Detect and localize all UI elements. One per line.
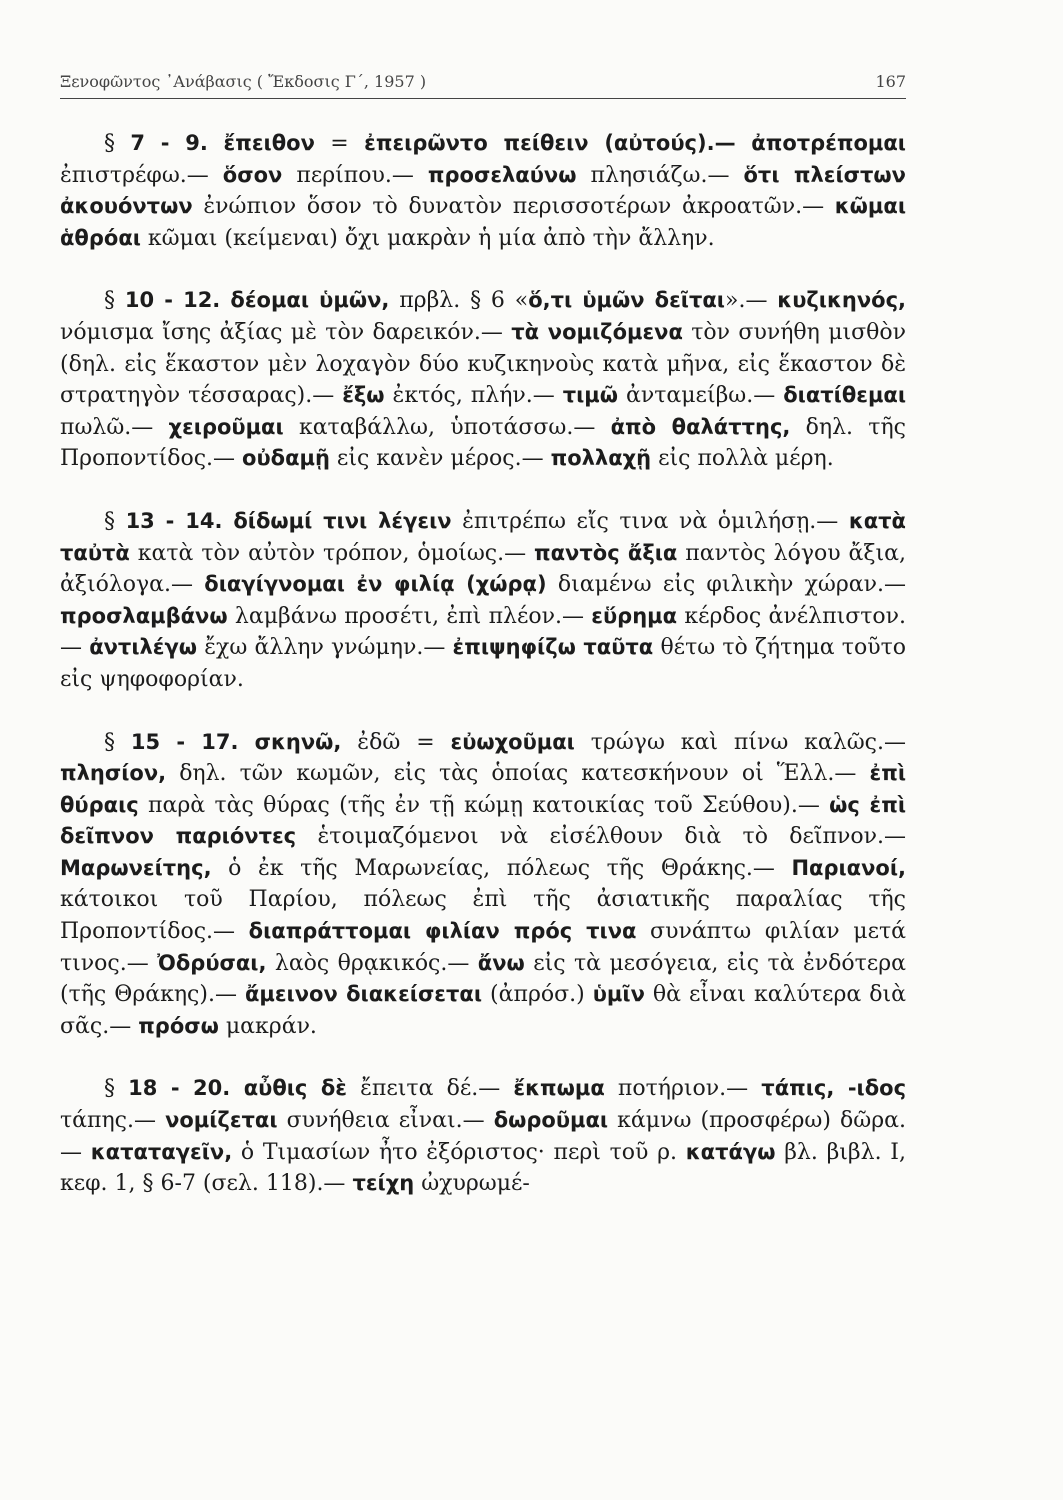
gloss-text: § [104, 508, 126, 534]
gloss-text: ».— [724, 288, 778, 314]
paragraph-sections-7-9 [60, 128, 906, 254]
lemma-term: ἔκπωμα [513, 1076, 605, 1101]
gloss-text: παρὰ τὰς θύρας (τῆς ἐν τῇ κώμῃ κατοικίας τοῦ Σεύθου).— [138, 792, 830, 818]
gloss-text: πωλῶ.— [60, 414, 169, 440]
lemma-term: ὑμῖν [592, 982, 645, 1007]
gloss-text: (ἀπρόσ.) [482, 982, 593, 1008]
gloss-text: θὰ εἶναι καλύτερα διὰ σᾶς.— [60, 982, 906, 1039]
gloss-text: περίπου.— [282, 162, 428, 188]
gloss-text: νόμισμα ἴσης ἀξίας μὲ τὸν δαρεικόν.— [60, 319, 512, 345]
lemma-term: διατίθεμαι [783, 383, 907, 408]
paragraph-sections-13-14 [60, 506, 906, 696]
lemma-term: κατάγω [685, 1139, 776, 1164]
gloss-text: πλησιάζω.— [576, 162, 744, 188]
gloss-text: παντὸς λόγου ἄξια, ἀξιόλογα.— [60, 540, 906, 598]
lemma-term: πλησίον, [60, 761, 167, 786]
gloss-text: τάπης.— [60, 1108, 166, 1134]
running-header [60, 68, 906, 99]
gloss-text: ἀνταμείβω.— [618, 383, 784, 409]
lemma-term: 10 - 12. δέομαι ὑμῶν, [124, 288, 390, 313]
lemma-term: προσλαμβάνω [60, 603, 228, 628]
lemma-term: ὡς ἐπὶ δεῖπνον παριόντες [60, 792, 906, 849]
gloss-text: ὠχυρωμέ- [414, 1171, 530, 1197]
gloss-text: δηλ. τῶν κωμῶν, εἰς τὰς ὁποίας κατεσκήνουν οἱ Ἕλλ.— [166, 761, 870, 787]
gloss-text: πρβλ. § 6 « [389, 288, 529, 314]
gloss-text: § [104, 131, 131, 156]
gloss-text: τρώγω καὶ πίνω καλῶς.— [574, 729, 906, 755]
lemma-term: εὐωχοῦμαι [450, 729, 575, 754]
gloss-text: ἑτοιμαζόμενοι νὰ εἰσέλθουν διὰ τὸ δεῖπνον.— [296, 824, 906, 850]
gloss-text: § [104, 288, 125, 314]
lemma-term: Μαρωνείτης, [60, 855, 212, 880]
lemma-term: ὅ,τι ὑμῶν δεῖται [528, 288, 725, 313]
lemma-term: πρόσω [138, 1013, 219, 1038]
lemma-term: νομίζεται [165, 1108, 278, 1133]
commentary-body [60, 128, 906, 1200]
lemma-term: τὰ νομιζόμενα [511, 319, 683, 344]
gloss-text: θέτω τὸ ζήτημα τοῦτο εἰς ψηφοφορίαν. [60, 635, 907, 692]
gloss-text: λαὸς θρᾳκικός.— [266, 950, 478, 976]
lemma-term: 18 - 20. αὖθις δὲ [128, 1076, 347, 1101]
lemma-term: χειροῦμαι [168, 414, 284, 439]
lemma-term: κατὰ ταὐτὰ [60, 508, 906, 565]
gloss-text: εἰς πολλὰ μέρη. [651, 446, 834, 472]
gloss-text: ἐπιστρέφω.— [60, 162, 223, 188]
gloss-text: κῶμαι (κείμεναι) ὄχι μακρὰν ἡ μία ἀπὸ τὴν ἄλλην. [140, 225, 715, 251]
gloss-text: κάτοικοι τοῦ Παρίου, πόλεως ἐπὶ τῆς ἀσιατικῆς παραλίας τῆς Προποντίδος.— [60, 887, 906, 945]
lemma-term: διαπράττομαι φιλίαν πρός τινα [248, 919, 637, 944]
gloss-text: εἰς τὰ μεσόγεια, εἰς τὰ ἐνδότερα (τῆς Θράκης).— [60, 950, 906, 1008]
lemma-term: ὅτι πλείστων ἀκουόντων [60, 162, 906, 219]
paragraph-sections-15-17 [60, 727, 906, 1043]
gloss-text: κατὰ τὸν αὐτὸν τρόπον, ὁμοίως.— [129, 540, 535, 566]
gloss-text: = [314, 131, 365, 156]
gloss-text: καταβάλλω, ὑποτάσσω.— [283, 414, 611, 440]
gloss-text: ἐδῶ = [341, 729, 451, 755]
lemma-term: κυζικηνός, [777, 288, 906, 313]
lemma-term: ὅσον [222, 162, 283, 187]
gloss-text: ἐπιτρέπω εἴς τινα νὰ ὁμιλήσῃ.— [451, 508, 849, 534]
lemma-term: 7 - 9. ἔπειθον [130, 131, 315, 155]
gloss-text: ἔπειτα δέ.— [346, 1076, 514, 1102]
lemma-term: ἀντιλέγω [89, 635, 198, 660]
lemma-term: δωροῦμαι [493, 1108, 609, 1133]
lemma-term: πολλαχῇ [550, 446, 652, 471]
running-title: Ξενοφῶντος ᾿Ανάβασις ( Ἔκδοσις Γ΄, 1957 ) [60, 72, 427, 91]
gloss-text: εἰς κανὲν μέρος.— [329, 446, 551, 472]
gloss-text: μακράν. [218, 1013, 317, 1039]
lemma-term: προσελαύνω [427, 162, 577, 187]
gloss-text: ποτήριον.— [604, 1076, 762, 1102]
lemma-term: 15 - 17. σκηνῶ, [130, 729, 342, 754]
gloss-text: διαμένω εἰς φιλικὴν χώραν.— [546, 572, 907, 598]
gloss-text: λαμβάνω προσέτι, ἐπὶ πλέον.— [227, 603, 592, 629]
gloss-text: ἐκτός, πλήν.— [384, 383, 563, 409]
lemma-term: παντὸς ἄξια [534, 540, 678, 565]
gloss-text: βλ. βιβλ. Ι, κεφ. 1, § 6-7 (σελ. 118).— [60, 1139, 906, 1197]
lemma-term: 13 - 14. δίδωμί τινι λέγειν [125, 508, 452, 533]
lemma-term: Παριανοί, [791, 855, 906, 880]
page-number: 167 [875, 72, 906, 91]
lemma-term: ἐπιψηφίζω ταῦτα [452, 635, 654, 660]
gloss-text: κέρδος ἀνέλπιστον.— [60, 603, 906, 661]
gloss-text: συνάπτω φιλίαν μετά τινος.— [60, 919, 906, 976]
lemma-term: ἐπὶ θύραις [60, 761, 906, 817]
lemma-term: ἄμεινον διακείσεται [244, 982, 483, 1007]
lemma-term: ἔξω [342, 383, 385, 408]
lemma-term: τείχη [352, 1171, 415, 1196]
gloss-text: ὁ ἐκ τῆς Μαρωνείας, πόλεως τῆς Θράκης.— [211, 855, 792, 881]
lemma-term: εὕρημα [591, 603, 678, 628]
gloss-text: ὁ Τιμασίων ἦτο ἐξόριστος· περὶ τοῦ ρ. [232, 1139, 686, 1165]
gloss-text: ἐνώπιον ὅσον τὸ δυνατὸν περισσοτέρων ἀκροατῶν.— [192, 194, 835, 220]
paragraph-sections-10-12 [60, 285, 906, 475]
gloss-text: συνήθεια εἶναι.— [277, 1108, 494, 1134]
lemma-term: οὐδαμῇ [242, 446, 330, 471]
lemma-term: κῶμαι ἁθρόαι [60, 194, 906, 250]
lemma-term: ἐπειρῶντο πείθειν (αὐτούς).— ἀποτρέπομαι [364, 131, 906, 155]
lemma-term: ἀπὸ θαλάττης, [610, 414, 791, 439]
gloss-text: κάμνω (προσφέρω) δῶρα.— [60, 1108, 906, 1165]
lemma-term: καταταγεῖν, [90, 1139, 233, 1164]
gloss-text: τὸν συνήθη μισθὸν (δηλ. εἰς ἕκαστον μὲν λοχαγὸν δύο κυζικηνοὺς κατὰ μῆνα, εἰς ἕκαστον δὲ στρατηγὸν τέσσαρας).— [60, 319, 906, 409]
gloss-text: § [104, 1076, 129, 1102]
lemma-term: τάπις, -ιδος [761, 1076, 907, 1101]
gloss-text: § [104, 729, 131, 755]
lemma-term: διαγίγνομαι ἐν φιλίᾳ (χώρᾳ) [204, 572, 547, 597]
gloss-text: ἔχω ἄλλην γνώμην.— [197, 635, 453, 661]
lemma-term: ἄνω [477, 950, 525, 975]
gloss-text: δηλ. τῆς Προποντίδος.— [60, 414, 906, 472]
lemma-term: Ὀδρύσαι, [157, 950, 267, 975]
paragraph-sections-18-20 [60, 1073, 906, 1199]
lemma-term: τιμῶ [562, 383, 619, 408]
